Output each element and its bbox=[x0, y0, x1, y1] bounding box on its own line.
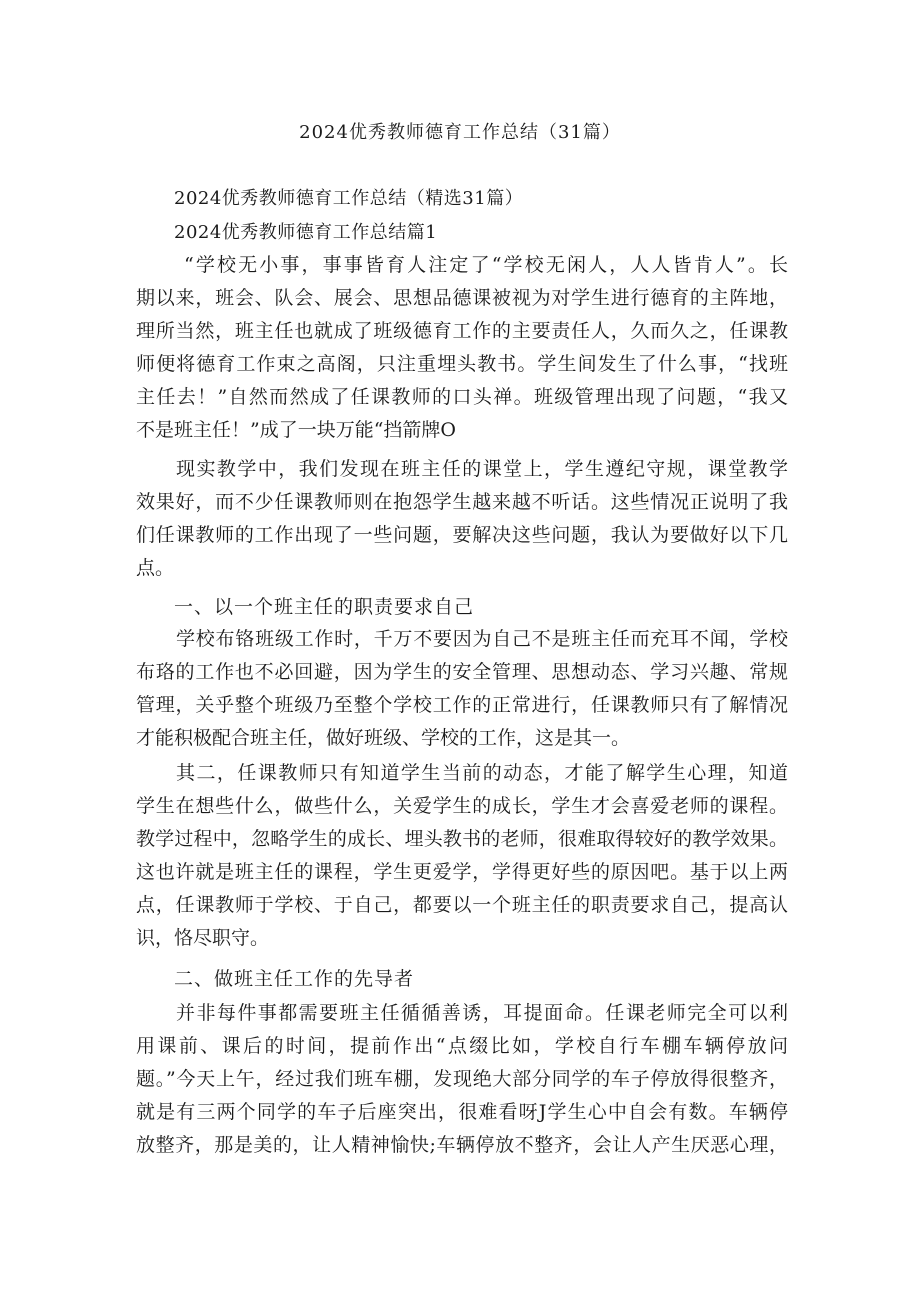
document-title: 2024优秀教师德育工作总结（31篇） bbox=[299, 122, 621, 143]
paragraph-line: 就是有三两个同学的车子后座突出，很难看呀J学生心中自会有数。车辆停 bbox=[136, 1101, 788, 1123]
paragraph-line: 教学过程中，忽略学生的成长、埋头教书的老师，很难取得较好的教学效果。 bbox=[136, 828, 788, 850]
paragraph-line: 用课前、课后的时间，提前作出“点缀比如，学校自行车棚车辆停放问 bbox=[136, 1035, 788, 1057]
paragraph-line: “学校无小事，事事皆育人注定了“学校无闲人，人人皆肯人”。长 bbox=[184, 254, 788, 276]
section-heading-1: 一、以一个班主任的职责要求自己 bbox=[174, 596, 475, 618]
paragraph-line: 点，任课教师于学校、于自己，都要以一个班主任的职责要求自己，提高认 bbox=[136, 894, 788, 916]
paragraph-4 bbox=[136, 757, 788, 955]
paragraph-5 bbox=[136, 997, 788, 1162]
paragraph-line: 现实教学中，我们发现在班主任的课堂上，学生遵纪守规，课堂教学 bbox=[176, 458, 788, 480]
paragraph-line: 期以来，班会、队会、展会、思想品德课被视为对学生进行德育的主阵地， bbox=[136, 287, 788, 309]
chapter-heading: 2024优秀教师德育工作总结篇1 bbox=[174, 222, 438, 243]
paragraph-line: 理所当然，班主任也就成了班级德育工作的主要责任人，久而久之，任课教 bbox=[136, 320, 788, 342]
paragraph-line: 学生在想些什么，做些什么，关爱学生的成长，学生才会喜爱老师的课程。 bbox=[136, 795, 788, 817]
paragraph-line: 才能积极配合班主任，做好班级、学校的工作，这是其一。 bbox=[136, 727, 631, 749]
paragraph-line: 效果好，而不少任课教师则在抱怨学生越来越不听话。这些情况正说明了我 bbox=[136, 491, 788, 513]
paragraph-line: 题。”今天上午，经过我们班车棚，发现绝大部分同学的车子停放得很整齐， bbox=[136, 1068, 788, 1090]
paragraph-line: 管理，关乎整个班级乃至整个学校工作的正常进行，任课教师只有了解情况 bbox=[136, 694, 788, 716]
paragraph-line: 主任去！”自然而然成了任课教师的口头禅。班级管理出现了问题，“我又 bbox=[136, 386, 788, 408]
paragraph-1 bbox=[136, 249, 788, 447]
paragraph-line: 师便将德育工作束之高阁，只注重埋头教书。学生间发生了什么事，“找班 bbox=[136, 353, 788, 375]
paragraph-line: 其二，任课教师只有知道学生当前的动态，才能了解学生心理，知道 bbox=[176, 762, 788, 784]
paragraph-line: 并非每件事都需要班主任循循善诱，耳提面命。任课老师完全可以利 bbox=[176, 1002, 788, 1024]
paragraph-line: 布珞的工作也不必回避，因为学生的安全管理、思想动态、学习兴趣、常规 bbox=[136, 661, 788, 683]
paragraph-line: 学校布铬班级工作时，千万不要因为自己不是班主任而充耳不闻，学校 bbox=[176, 628, 788, 650]
paragraph-line: 点。 bbox=[136, 557, 175, 579]
paragraph-line: 不是班主任！”成了一块万能“挡箭牌O bbox=[136, 419, 457, 441]
paragraph-line: 这也许就是班主任的课程，学生更爱学，学得更好些的原因吧。基于以上两 bbox=[136, 861, 788, 883]
section-heading-2: 二、做班主任工作的先导者 bbox=[174, 968, 415, 990]
paragraph-line: 放整齐，那是美的，让人精神愉快;车辆停放不整齐，会让人产生厌恶心理， bbox=[136, 1134, 788, 1156]
document-subtitle: 2024优秀教师德育工作总结（精选31篇） bbox=[174, 188, 524, 209]
paragraph-line: 们任课教师的工作出现了一些问题，要解决这些问题，我认为要做好以下几 bbox=[136, 524, 788, 546]
paragraph-3 bbox=[136, 623, 788, 755]
paragraph-line: 识，恪尽职守。 bbox=[136, 927, 270, 949]
paragraph-2 bbox=[136, 453, 788, 585]
